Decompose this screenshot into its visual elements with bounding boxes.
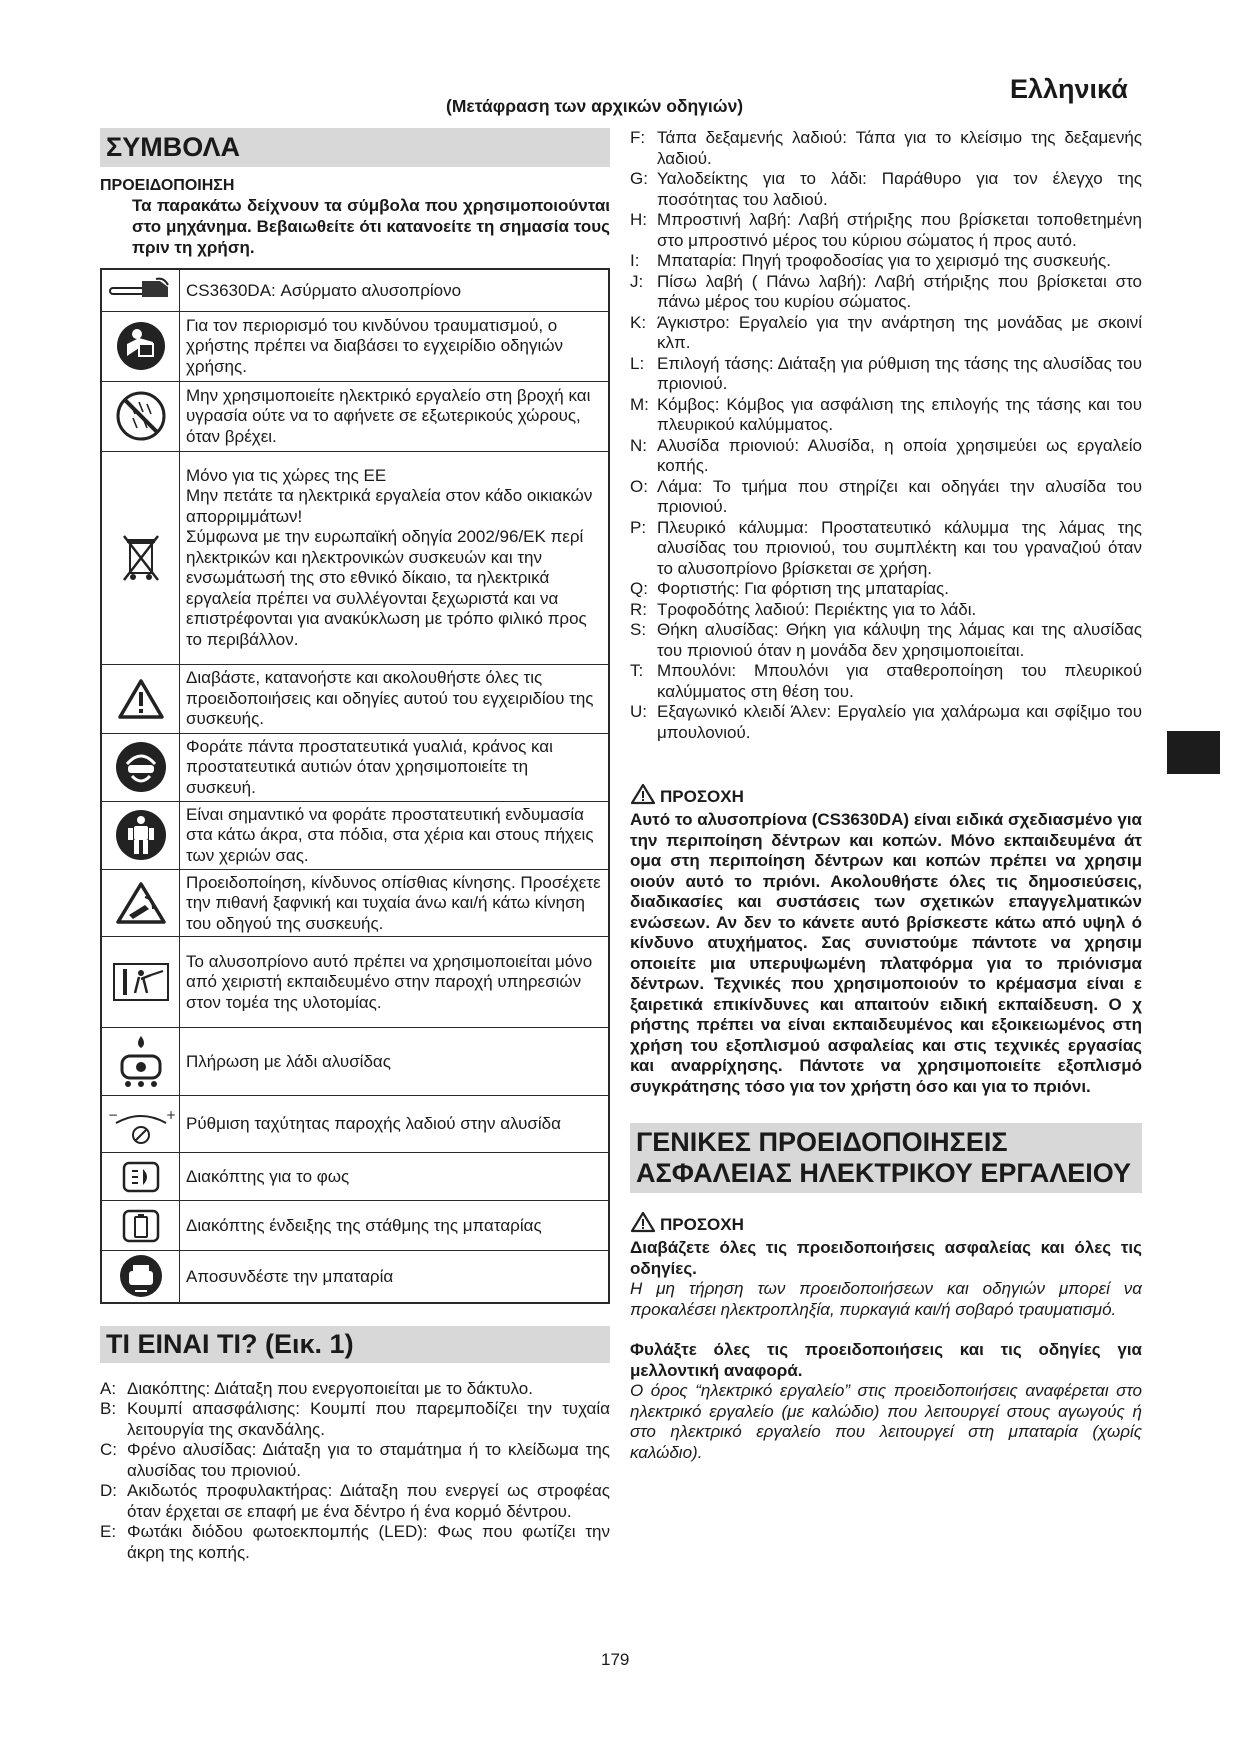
page-number: 179 (601, 1650, 630, 1669)
caution-block-1 (630, 783, 1142, 1097)
chain-oil-icon (102, 1034, 179, 1090)
symbol-row (101, 311, 609, 381)
symbol-text: Αποσυνδέστε την μπαταρία (180, 1251, 610, 1303)
list-item: B: Κουμπί απασφάλισης: Κουμπί που παρεμποδίζει την τυχαία λειτουργία της σκανδάλης. (100, 1399, 610, 1439)
left-column (100, 128, 610, 1563)
weee-bin-icon (102, 533, 179, 583)
symbol-text: Διακόπτης για το φως (180, 1153, 610, 1201)
symbol-text: Το αλυσοπρίονο αυτό πρέπει να χρησιμοποιείται μόνο από χειριστή εκπαιδευμένο στην παροχή υπηρεσιών στον τομέα της υλοτομίας. (180, 937, 610, 1028)
list-item: N: Αλυσίδα πριονιού: Αλυσίδα, η οποία χρησιμεύει ως εργαλείο κοπής. (630, 435, 1142, 475)
symbol-row (101, 1096, 609, 1153)
right-column (630, 128, 1142, 1463)
list-item: G: Υαλοδείκτης για το λάδι: Παράθυρο για τον έλεγχο της ποσότητας του λαδιού. (630, 169, 1142, 209)
light-switch-icon (102, 1160, 179, 1194)
list-item: S: Θήκη αλυσίδας: Θήκη για κάλυψη της λάμας και της αλυσίδας του πριονιού όταν η μονάδα δεν χρησιμοποιείται. (630, 620, 1142, 660)
list-item: J: Πίσω λαβή ( Πάνω λαβή): Λαβή στήριξης που βρίσκεται στο πάνω μέρος του κυρίου σώματος. (630, 271, 1142, 311)
list-item: Q: Φορτιστής: Για φόρτιση της μπαταρίας. (630, 579, 949, 598)
symbol-text: Πλήρωση με λάδι αλυσίδας (180, 1028, 610, 1096)
caution-block-2 (630, 1211, 1142, 1463)
symbol-row (101, 1153, 609, 1201)
list-item: T: Μπουλόνι: Μπουλόνι για σταθεροποίηση του πλευρικού καλύμματος στη θέση του. (630, 661, 1142, 701)
symbols-heading: ΣΥΜΒΟΛΑ (100, 128, 610, 167)
symbol-text: Διαβάστε, κατανοήστε και ακολουθήστε όλες τις προειδοποιήσεις και οδηγίες αυτού του εγχειριδίου της συσκευής. (180, 664, 610, 733)
symbol-text: CS3630DA: Ασύρματο αλυσοπρίονο (180, 269, 610, 311)
symbol-text: Προειδοποίηση, κίνδυνος οπίσθιας κίνησης. Προσέχετε την πιθανή ξαφνική και τυχαία άνω και/ή κάτω κίνηση του οδηγού της συσκευής. (180, 869, 610, 937)
symbol-row (101, 937, 609, 1028)
language-label: Ελληνικά (1010, 74, 1128, 104)
save-instructions: Φυλάξτε όλες τις προειδοποιήσεις και τις οδηγίες για μελλοντική αναφορά. (630, 1340, 1142, 1380)
symbols-table (100, 268, 610, 1304)
symbol-row (101, 381, 609, 451)
symbol-text: Φοράτε πάντα προστατευτικά γυαλιά, κράνος και προστατευτικά αυτιών όταν χρησιμοποιείτε τη συσκευή. (180, 733, 610, 801)
general-warnings-heading: ΓΕΝΙΚΕΣ ΠΡΟΕΙΔΟΠΟΙΗΣΕΙΣ ΑΣΦΑΛΕΙΑΣ ΗΛΕΚΤΡΙΚΟΥ ΕΡΓΑΛΕΙΟΥ (630, 1123, 1142, 1193)
power-tool-definition: Ο όρος “ηλεκτρικό εργαλείο” στις προειδοποιήσεις αναφέρεται στο ηλεκτρικό εργαλείο (με καλώδιο) που λειτουργεί στους αγωγούς ή στο ηλεκτρικό εργαλείο που λειτουργεί στη μπαταρία (χωρίς καλώδιο). (630, 1381, 1142, 1462)
symbol-text: Για τον περιορισμό του κινδύνου τραυματισμού, ο χρήστης πρέπει να διαβάσει το εγχειρίδιο οδηγιών χρήσης. (180, 311, 610, 381)
list-item: K: Άγκιστρο: Εργαλείο για την ανάρτηση της μονάδας με σκοινί κλπ. (630, 312, 1142, 352)
symbol-row (101, 869, 609, 937)
helmet-goggles-icon (102, 740, 179, 794)
battery-indicator-icon (102, 1208, 179, 1244)
arborist-icon (102, 961, 179, 1003)
list-item: C: Φρένο αλυσίδας: Διάταξη για το σταμάτημα ή το κλείδωμα της αλυσίδας του πριονιού. (100, 1440, 610, 1480)
list-item: R: Τροφοδότης λαδιού: Περιέκτης για το λάδι. (630, 599, 977, 619)
list-item: A: Διακόπτης: Διάταξη που ενεργοποιείται με το δάκτυλο. (100, 1378, 533, 1398)
list-item: H: Μπροστινή λαβή: Λαβή στήριξης που βρίσκεται τοποθετημένη στο μπροστινό μέρος του κύριου σώματος ή προς αυτό. (630, 210, 1142, 250)
symbol-row (101, 1201, 609, 1251)
list-item: E: Φωτάκι διόδου φωτοεκπομπής (LED): Φως που φωτίζει την άκρη της κοπής. (100, 1522, 610, 1562)
symbol-row (101, 801, 609, 869)
parts-list-right (630, 128, 1142, 743)
symbol-row (101, 1028, 609, 1096)
list-item: U: Εξαγωνικό κλειδί Άλεν: Εργαλείο για χαλάρωμα και σφίξιμο του μπουλονιού. (630, 702, 1142, 742)
read-all-warnings: Διαβάζετε όλες τις προειδοποιήσεις ασφαλείας και όλες τις οδηγίες. (630, 1238, 1142, 1278)
protective-clothing-icon (102, 808, 179, 862)
warning-triangle-icon (630, 783, 656, 810)
list-item: P: Πλευρικό κάλυμμα: Προστατευτικό κάλυμμα της λάμας της αλυσίδας του πριονιού, του συμπλέκτη και του γραναζιού όταν το αλυσοπρίονο βρίσκεται σε χρήση. (630, 517, 1142, 578)
chainsaw-icon (102, 275, 179, 305)
warning-triangle-icon (102, 678, 179, 720)
disconnect-battery-icon (102, 1253, 179, 1299)
what-is-heading: ΤΙ ΕΙΝΑΙ ΤΙ? (Εικ. 1) (100, 1326, 610, 1363)
translation-note: (Μετάφραση των αρχικών οδηγιών) (446, 96, 744, 116)
list-item: I: Μπαταρία: Πηγή τροφοδοσίας για το χειρισμό της συσκευής. (630, 251, 1111, 270)
list-item: O: Λάμα: Το τμήμα που στηρίζει και οδηγάει την αλυσίδα του πριονιού. (630, 476, 1142, 516)
list-item: M: Κόμβος: Κόμβος για ασφάλιση της επιλογής της τάσης και του πλευρικού καλύμματος. (630, 394, 1142, 434)
symbol-text: Διακόπτης ένδειξης της στάθμης της μπαταρίας (180, 1201, 610, 1251)
oil-flow-icon (102, 1101, 179, 1147)
symbol-text: Μόνο για τις χώρες της ΕΕ Μην πετάτε τα ηλεκτρικά εργαλεία στον κάδο οικιακών απορριμμάτων! Σύμφωνα με την ευρωπαϊκή οδηγία 2002/96/ΕΚ περί ηλεκτρικών και ηλεκτρονικών συσκευών και την ενσωμάτωσή της στο εθνικό δίκαιο, τα ηλεκτρικά εργαλεία πρέπει να συλλέγονται ξεχωριστά και να επιστρέφονται για ανακύκλωση με τρόπο φιλικό προς το περιβάλλον. (180, 451, 610, 664)
parts-list-left (100, 1379, 610, 1564)
symbol-row (101, 451, 609, 664)
list-item: D: Ακιδωτός προφυλακτήρας: Διάταξη που ενεργεί ως στροφέας όταν έρχεται σε επαφή με ένα δέντρο ή ένα κορμό δέντρου. (100, 1481, 610, 1521)
symbol-text: Ρύθμιση ταχύτητας παροχής λαδιού στην αλυσίδα (180, 1096, 610, 1153)
symbol-row (101, 733, 609, 801)
caution-text: Αυτό το αλυσοπρίονα (CS3630DA) είναι ειδικά σχεδιασμένο για την περιποίηση δέντρων και κοπών. Μόνο εκπαιδευμένα άτ ομα στη περιποίηση δέντρων και κοπών πρέπει να χρησιμ οιούν αυτό το πριόνι. Ακολουθήστε όλες τις δημοσιεύσεις, διαδικασίες και συστάσεις των σχετικών επαγγελματικών ενώσεων. Αν δεν το κάνετε αυτό βρίσκεστε κάτω από υψηλ ό κίνδυνο ατυχήματος. Σας συνιστούμε πάντοτε να χρησιμ οποιείτε μια υπερυψωμένη πλατφόρμα για το πριόνισμα δέντρων. Τεχνικές που χρησιμοποιούν το κρέμασμα είναι ε ξαιρετικά επικίνδυνες και απαιτούν ειδική εκπαίδευση. Ο χ ρήστης πρέπει να είναι εκπαιδευμένος και εξοικειωμένος στη χρήση του εξοπλισμού ασφαλείας και στις τεχνικές εργασίας και αναρρίχησης. Πάντοτε να χρησιμοποιείτε εξοπλισμό συγκράτησης τόσο για τον χρήστη όσο και για το πριόνι. (630, 810, 1142, 1096)
symbol-text: Μην χρησιμοποιείτε ηλεκτρικό εργαλείο στη βροχή και υγρασία ούτε να το αφήνετε σε εξωτερικούς χώρους, όταν βρέχει. (180, 381, 610, 451)
list-item: F: Τάπα δεξαμενής λαδιού: Τάπα για το κλείσιμο της δεξαμενής λαδιού. (630, 128, 1142, 168)
caution-title: ΠΡΟΣΟΧΗ (660, 786, 744, 806)
kickback-warning-icon (102, 881, 179, 925)
symbol-row (101, 1251, 609, 1303)
read-manual-icon (102, 320, 179, 372)
svg-text:−: − (107, 1108, 118, 1122)
failure-consequence-text: Η μη τήρηση των προειδοποιήσεων και οδηγιών μπορεί να προκαλέσει ηλεκτροπληξία, πυρκαγιά και/ή σοβαρό τραυματισμό. (630, 1279, 1142, 1319)
caution-title: ΠΡΟΣΟΧΗ (660, 1214, 744, 1234)
symbol-row (101, 664, 609, 733)
symbol-row (101, 269, 609, 311)
symbols-warning-title: ΠΡΟΕΙΔΟΠΟΙΗΣΗ (100, 177, 235, 194)
symbols-warning-text: Τα παρακάτω δείχνουν τα σύμβολα που χρησιμοποιούνται στο μηχάνημα. Βεβαιωθείτε ότι κατανοείτε τη σημασία τους πριν τη χρήση. (132, 196, 610, 257)
warning-triangle-icon (630, 1211, 656, 1238)
list-item: L: Επιλογή τάσης: Διάταξη για ρύθμιση της τάσης της αλυσίδας του πριονιού. (630, 353, 1142, 393)
no-rain-icon (102, 390, 179, 442)
svg-text:+: + (165, 1108, 176, 1122)
symbol-text: Είναι σημαντικό να φοράτε προστατευτική ενδυμασία στα κάτω άκρα, στα πόδια, στα χέρια και στους πήχεις των χεριών σας. (180, 801, 610, 869)
section-tab-marker (1167, 731, 1220, 774)
